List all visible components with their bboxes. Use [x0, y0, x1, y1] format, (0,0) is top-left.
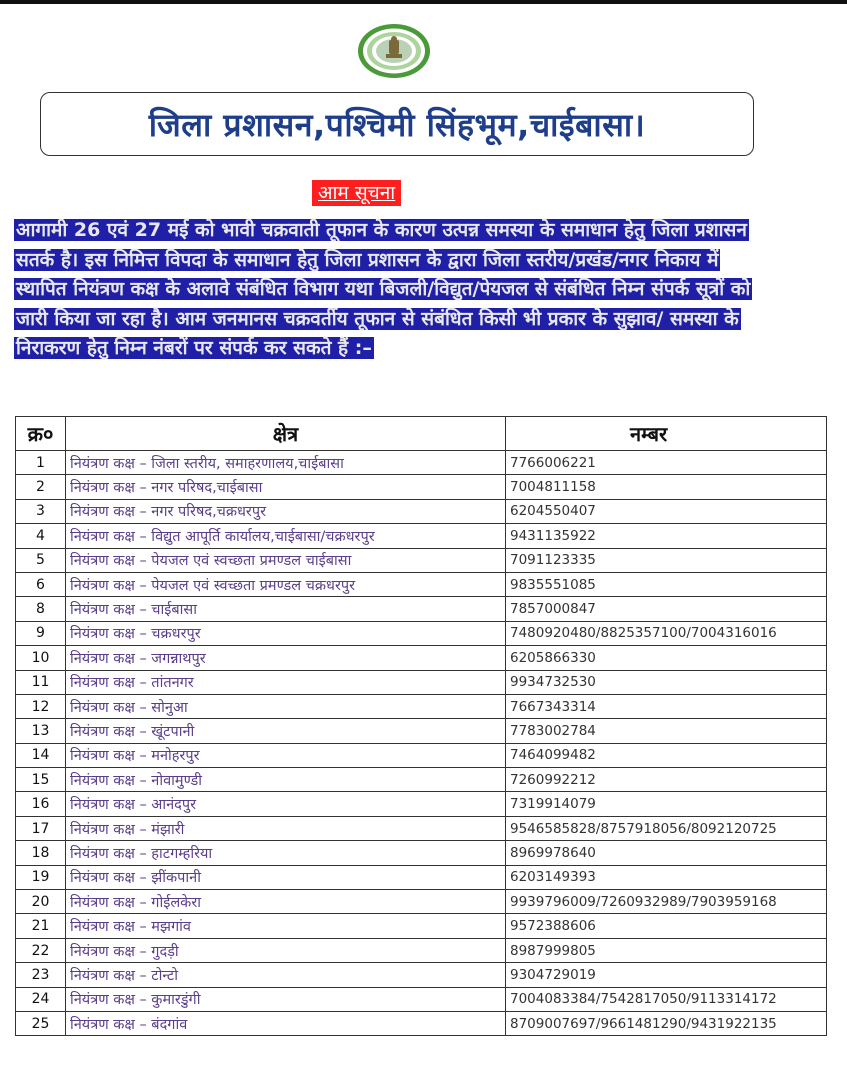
row-area: नियंत्रण कक्ष – सोनुआ [66, 694, 506, 718]
row-serial: 18 [16, 841, 66, 865]
jharkhand-emblem-icon [356, 22, 432, 80]
row-phone: 7464099482 [506, 743, 827, 767]
table-row [16, 865, 827, 889]
row-serial: 23 [16, 963, 66, 987]
table-body [16, 451, 827, 1036]
row-phone: 9934732530 [506, 670, 827, 694]
row-phone: 8987999805 [506, 938, 827, 962]
table-row [16, 963, 827, 987]
row-area: नियंत्रण कक्ष – पेयजल एवं स्वच्छता प्रमण्डल चक्रधरपुर [66, 572, 506, 596]
table-row [16, 792, 827, 816]
row-serial: 4 [16, 524, 66, 548]
table-row [16, 524, 827, 548]
row-area: नियंत्रण कक्ष – हाटगम्हरिया [66, 841, 506, 865]
table-row [16, 768, 827, 792]
table-row [16, 987, 827, 1011]
table-row [16, 841, 827, 865]
row-area: नियंत्रण कक्ष – खूंटपानी [66, 719, 506, 743]
row-phone: 8709007697/9661481290/9431922135 [506, 1011, 827, 1035]
row-phone: 7004083384/7542817050/9113314172 [506, 987, 827, 1011]
row-area: नियंत्रण कक्ष – आनंदपुर [66, 792, 506, 816]
row-serial: 12 [16, 694, 66, 718]
row-serial: 22 [16, 938, 66, 962]
row-phone: 7667343314 [506, 694, 827, 718]
table-row [16, 475, 827, 499]
table-row [16, 914, 827, 938]
row-phone: 7857000847 [506, 597, 827, 621]
row-area: नियंत्रण कक्ष – मनोहरपुर [66, 743, 506, 767]
top-border [0, 0, 847, 4]
row-serial: 14 [16, 743, 66, 767]
table-row [16, 621, 827, 645]
header-serial: क्र० [16, 417, 66, 451]
row-serial: 16 [16, 792, 66, 816]
row-area: नियंत्रण कक्ष – बंदगांव [66, 1011, 506, 1035]
row-phone: 8969978640 [506, 841, 827, 865]
row-phone: 7766006221 [506, 451, 827, 475]
row-serial: 21 [16, 914, 66, 938]
table-row [16, 548, 827, 572]
notice-text: आगामी 26 एवं 27 मई को भावी चक्रवाती तूफान के कारण उत्पन्न समस्या के समाधान हेतु जिला प्रशासन सतर्क है। इस निमित्त विपदा के समाधान हेतु जिला प्रशासन के द्वारा जिला स्तरीय/प्रखंड/नगर निकाय में स्थापित नियंत्रण कक्ष के अलावे संबंधित विभाग यथा बिजली/विद्युत/पेयजल से संबंधित निम्न संपर्क सूत्रों को जारी किया जा रहा है। आम जनमानस चक्रवर्तीय तूफान से संबंधित किसी भी प्रकार के सुझाव/ समस्या के निराकरण हेतु निम्न नंबरों पर संपर्क कर सकते हैं :– [16, 219, 751, 359]
row-serial: 11 [16, 670, 66, 694]
table-row [16, 499, 827, 523]
notice-body [14, 216, 774, 364]
row-phone: 9572388606 [506, 914, 827, 938]
header-number: नम्बर [506, 417, 827, 451]
row-area: नियंत्रण कक्ष – पेयजल एवं स्वच्छता प्रमण्डल चाईबासा [66, 548, 506, 572]
table-row [16, 646, 827, 670]
row-serial: 20 [16, 890, 66, 914]
row-area: नियंत्रण कक्ष – गुदड़ी [66, 938, 506, 962]
table-row [16, 694, 827, 718]
table-row [16, 670, 827, 694]
table-row [16, 816, 827, 840]
row-area: नियंत्रण कक्ष – झींकपानी [66, 865, 506, 889]
row-phone: 6205866330 [506, 646, 827, 670]
row-serial: 13 [16, 719, 66, 743]
table-row [16, 743, 827, 767]
row-area: नियंत्रण कक्ष – चाईबासा [66, 597, 506, 621]
row-area: नियंत्रण कक्ष – मझगांव [66, 914, 506, 938]
table-header-row [16, 417, 827, 451]
row-serial: 15 [16, 768, 66, 792]
row-area: नियंत्रण कक्ष – नगर परिषद,चाईबासा [66, 475, 506, 499]
row-phone: 7260992212 [506, 768, 827, 792]
row-area: नियंत्रण कक्ष – तांतनगर [66, 670, 506, 694]
row-phone: 7004811158 [506, 475, 827, 499]
row-serial: 6 [16, 572, 66, 596]
row-phone: 7783002784 [506, 719, 827, 743]
row-serial: 2 [16, 475, 66, 499]
row-area: नियंत्रण कक्ष – कुमारडुंगी [66, 987, 506, 1011]
row-phone: 9304729019 [506, 963, 827, 987]
row-serial: 17 [16, 816, 66, 840]
row-area: नियंत्रण कक्ष – विद्युत आपूर्ति कार्यालय,चाईबासा/चक्रधरपुर [66, 524, 506, 548]
row-phone: 7319914079 [506, 792, 827, 816]
row-area: नियंत्रण कक्ष – गोईलकेरा [66, 890, 506, 914]
row-area: नियंत्रण कक्ष – नोवामुण्डी [66, 768, 506, 792]
row-phone: 7480920480/8825357100/7004316016 [506, 621, 827, 645]
row-area: नियंत्रण कक्ष – जगन्नाथपुर [66, 646, 506, 670]
row-area: नियंत्रण कक्ष – चक्रधरपुर [66, 621, 506, 645]
title-box [40, 92, 754, 156]
row-phone: 9431135922 [506, 524, 827, 548]
table-row [16, 597, 827, 621]
table-row [16, 938, 827, 962]
row-area: नियंत्रण कक्ष – जिला स्तरीय, समाहरणालय,चाईबासा [66, 451, 506, 475]
row-serial: 24 [16, 987, 66, 1011]
table-row [16, 451, 827, 475]
row-phone: 9835551085 [506, 572, 827, 596]
row-serial: 5 [16, 548, 66, 572]
row-serial: 25 [16, 1011, 66, 1035]
row-serial: 9 [16, 621, 66, 645]
notice-label: आम सूचना [312, 180, 401, 206]
row-serial: 8 [16, 597, 66, 621]
row-phone: 7091123335 [506, 548, 827, 572]
table-row [16, 890, 827, 914]
row-serial: 10 [16, 646, 66, 670]
row-phone: 6203149393 [506, 865, 827, 889]
row-phone: 9546585828/8757918056/8092120725 [506, 816, 827, 840]
header-area: क्षेत्र [66, 417, 506, 451]
contacts-table [15, 416, 827, 1036]
row-area: नियंत्रण कक्ष – मंझारी [66, 816, 506, 840]
row-area: नियंत्रण कक्ष – नगर परिषद,चक्रधरपुर [66, 499, 506, 523]
row-serial: 1 [16, 451, 66, 475]
table-row [16, 1011, 827, 1035]
row-serial: 3 [16, 499, 66, 523]
row-phone: 6204550407 [506, 499, 827, 523]
row-serial: 19 [16, 865, 66, 889]
row-phone: 9939796009/7260932989/7903959168 [506, 890, 827, 914]
row-area: नियंत्रण कक्ष – टोन्टो [66, 963, 506, 987]
table-row [16, 572, 827, 596]
page-title: जिला प्रशासन,पश्चिमी सिंहभूम,चाईबासा। [148, 105, 646, 144]
table-row [16, 719, 827, 743]
